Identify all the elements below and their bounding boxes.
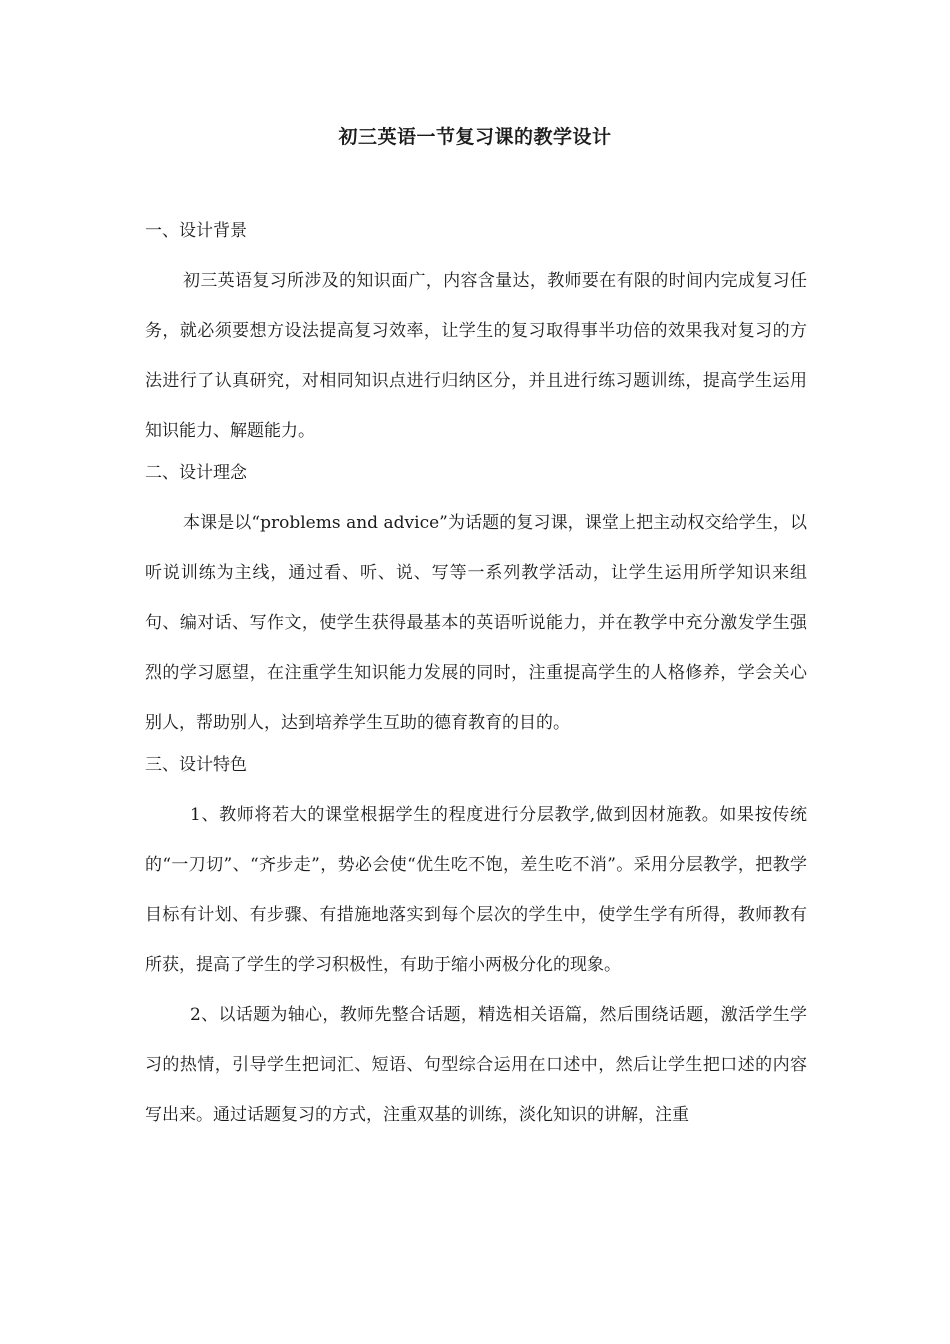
paragraph-background: 初三英语复习所涉及的知识面广，内容含量达，教师要在有限的时间内完成复习任务，就必须要想方设法提高复习效率，让学生的复习取得事半功倍的效果我对复习的方法进行了认真研究，对相同知识点进行归纳区分，并且进行练习题训练，提高学生运用知识能力、解题能力。 [145,271,807,441]
section-heading-features: 三、设计特色 [145,755,247,775]
paragraph-feature-2: 2、以话题为轴心，教师先整合话题，精选相关语篇，然后围绕话题，激活学生学习的热情，引导学生把词汇、短语、句型综合运用在口述中，然后让学生把口述的内容写出来。通过话题复习的方式，注重双基的训练，淡化知识的讲解，注重 [145,1005,807,1125]
paragraph-concept: 本课是以“problems and advice”为话题的复习课，课堂上把主动权交给学生，以听说训练为主线，通过看、听、说、写等一系列教学活动，让学生运用所学知识来组句、编对话、写作文，使学生获得最基本的英语听说能力，并在教学中充分激发学生强烈的学习愿望，在注重学生知识能力发展的同时，注重提高学生的人格修养，学会关心别人，帮助别人，达到培养学生互助的德育教育的目的。 [145,513,807,733]
document-title: 初三英语一节复习课的教学设计 [338,126,612,148]
section-heading-background: 一、设计背景 [145,221,247,241]
paragraph-feature-1: 1、教师将若大的课堂根据学生的程度进行分层教学,做到因材施教。如果按传统的“一刀切”、“齐步走”，势必会使“优生吃不饱，差生吃不消”。采用分层教学，把教学目标有计划、有步骤、有措施地落实到每个层次的学生中，使学生学有所得，教师教有所获，提高了学生的学习积极性，有助于缩小两极分化的现象。 [145,805,807,975]
section-heading-concept: 二、设计理念 [145,463,247,483]
document-body [145,214,807,1140]
